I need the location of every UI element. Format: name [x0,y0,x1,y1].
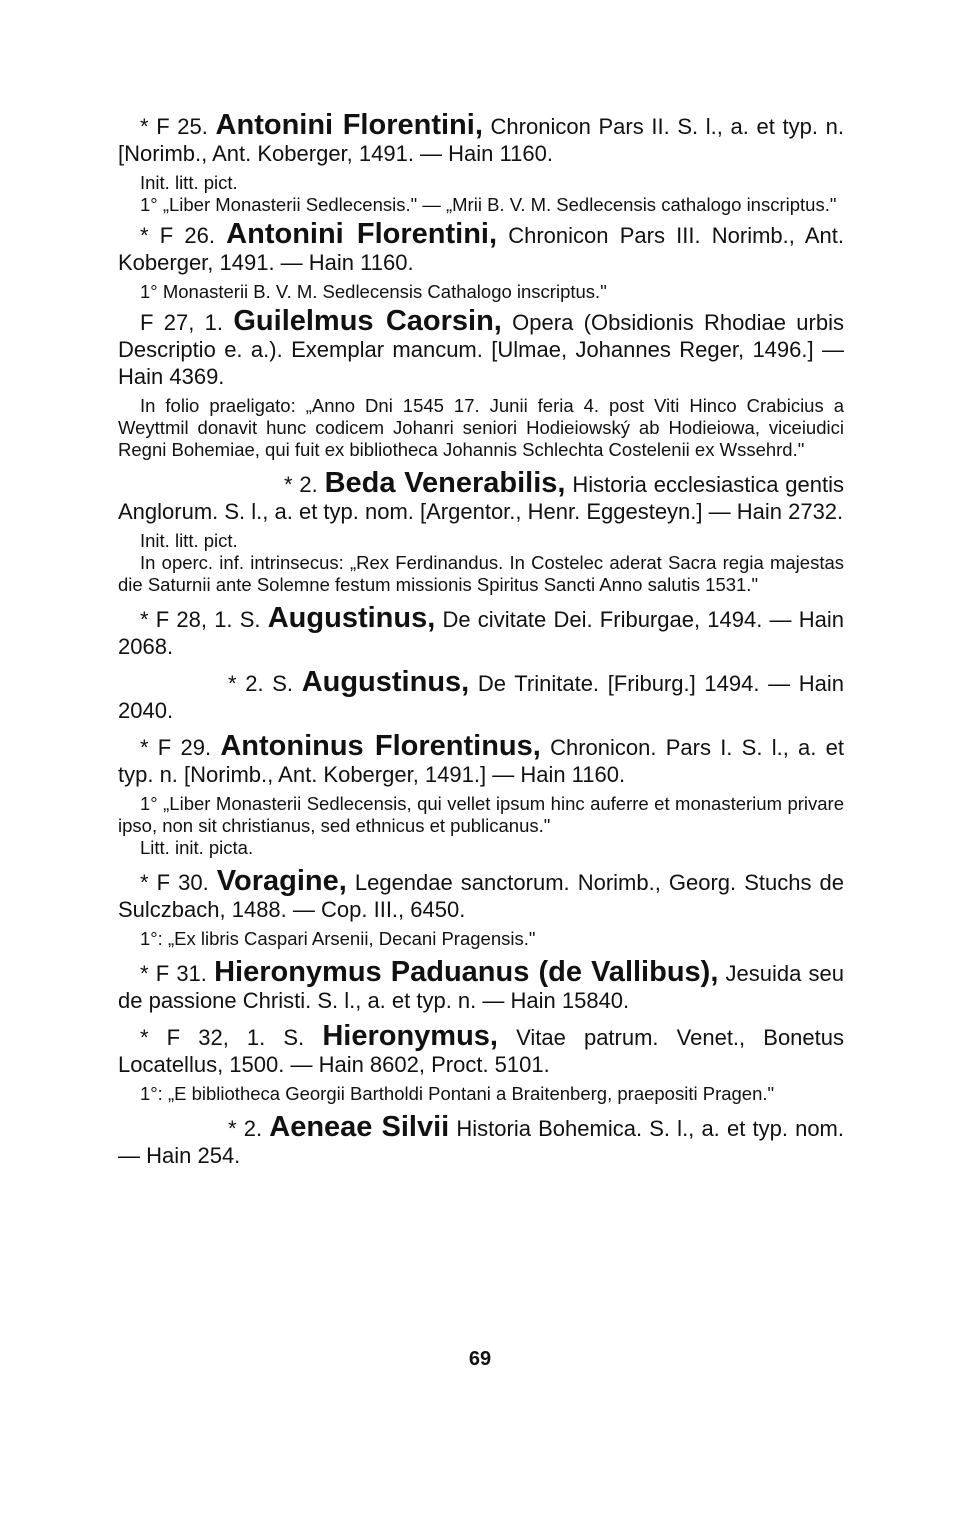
entry-signature: * F 25. [140,114,208,139]
entry-note: In operc. inf. intrinsecus: „Rex Ferdinandus. In Costelec aderat Sacra regia majestas die Saturnii ante Solemne festum missionis Spiritus Sancti Anno salutis 1531." [118,552,844,595]
entry-note: Init. litt. pict. [140,530,238,551]
entry-note: 1°: „E bibliotheca Georgii Bartholdi Pontani a Braitenberg, praepositi Pragen." [140,1083,775,1104]
entry-text: De civitate Dei. Friburgae, 1494. — Hain 2068. [118,607,844,659]
entry-note: Init. litt. pict. [140,172,238,193]
catalog-entry [118,218,844,276]
page-number: 69 [468,1348,492,1370]
entry-note: 1° „Liber Monasterii Sedlecensis." — „Mrii B. V. M. Sedlecensis cathalogo inscriptus." [140,194,837,215]
entry-note: 1° Monasterii B. V. M. Sedlecensis Cathalogo inscriptus." [140,281,607,302]
catalog-entry [118,865,844,923]
entry-author: Antoninus Florentinus, [220,730,541,762]
entry-signature: * F 29. [140,735,212,760]
catalog-entry [118,666,844,724]
catalog-page [118,109,845,1169]
entry-text: Opera (Obsidionis Rhodiae urbis Descriptio e. a.). Exemplar mancum. [Ulmae, Johannes Reger, 1496.] — Hain 4369. [118,310,844,389]
entry-note: In folio praeligato: „Anno Dni 1545 17. Junii feria 4. post Viti Hinco Crabicius a Weyttmil donavit hunc codicem Johanri seniori Hodieiowský ab Hodieiowa, viceiudici Regni Bohemiae, qui fuit ex bibliotheca Johannis Schlechta Costelenii ex Wssehrd." [118,395,844,460]
entry-signature: * 2. [284,472,318,497]
entry-text: Chronicon Pars III. Norimb., Ant. Koberger, 1491. — Hain 1160. [118,223,844,275]
catalog-entry [118,467,844,525]
catalog-entry [118,1020,845,1078]
entry-note: Litt. init. picta. [140,837,254,858]
entry-signature: * F 26. [140,223,215,248]
entry-author: Guilelmus Caorsin, [233,305,502,337]
entry-signature: * F 30. [140,870,209,895]
entry-author: Augustinus, [301,666,470,698]
entry-text: De Trinitate. [Friburg.] 1494. — Hain 2040. [118,671,844,723]
entry-signature: * 2. [228,1116,263,1141]
entry-author: Augustinus, [267,602,436,634]
entry-author: Hieronymus, [322,1020,498,1052]
entry-signature: F 27, 1. [140,310,224,335]
entry-text: Vitae patrum. Venet., Bonetus Locatellus, 1500. — Hain 8602, Proct. 5101. [118,1025,845,1077]
entry-author: Aeneae Silvii [269,1111,450,1143]
entry-note: 1°: „Ex libris Caspari Arsenii, Decani Pragensis." [140,928,536,949]
entry-text: Historia Bohemica. S. l., a. et typ. nom. — Hain 254. [118,1116,844,1168]
entry-text: Jesuida seu de passione Christi. S. l., a. et typ. n. — Hain 15840. [118,961,845,1013]
catalog-entry [118,109,844,167]
entry-text: Chronicon Pars II. S. l., a. et typ. n. [Norimb., Ant. Koberger, 1491. — Hain 1160. [118,114,844,166]
entry-signature: * F 32, 1. S. [140,1025,305,1050]
entry-note: 1° „Liber Monasterii Sedlecensis, qui vellet ipsum hinc auferre et monasterium privare ipso, non sit christianus, sed ethnicus et publicanus." [118,793,844,836]
entry-author: Voragine, [216,865,347,897]
catalog-entry [118,956,845,1014]
entry-text: Legendae sanctorum. Norimb., Georg. Stuchs de Sulczbach, 1488. — Cop. III., 6450. [118,870,844,922]
entry-text: Chronicon. Pars I. S. l., a. et typ. n. [Norimb., Ant. Koberger, 1491.] — Hain 1160. [118,735,844,787]
entry-author: Antonini Florentini, [215,109,483,141]
catalog-entry [118,1111,844,1169]
catalog-entry [118,305,844,390]
entry-signature: * 2. S. [228,671,294,696]
entry-text: Historia ecclesiastica gentis Anglorum. S. l., a. et typ. nom. [Argentor., Henr. Eggesteyn.] — Hain 2732. [118,472,844,524]
entry-signature: * F 31. [140,961,207,986]
entry-author: Hieronymus Paduanus (de Vallibus), [214,956,719,988]
entry-author: Beda Venerabilis, [324,467,566,499]
catalog-entry [118,602,844,660]
entry-signature: * F 28, 1. S. [140,607,261,632]
catalog-entry [118,730,844,788]
entry-author: Antonini Florentini, [226,218,498,250]
